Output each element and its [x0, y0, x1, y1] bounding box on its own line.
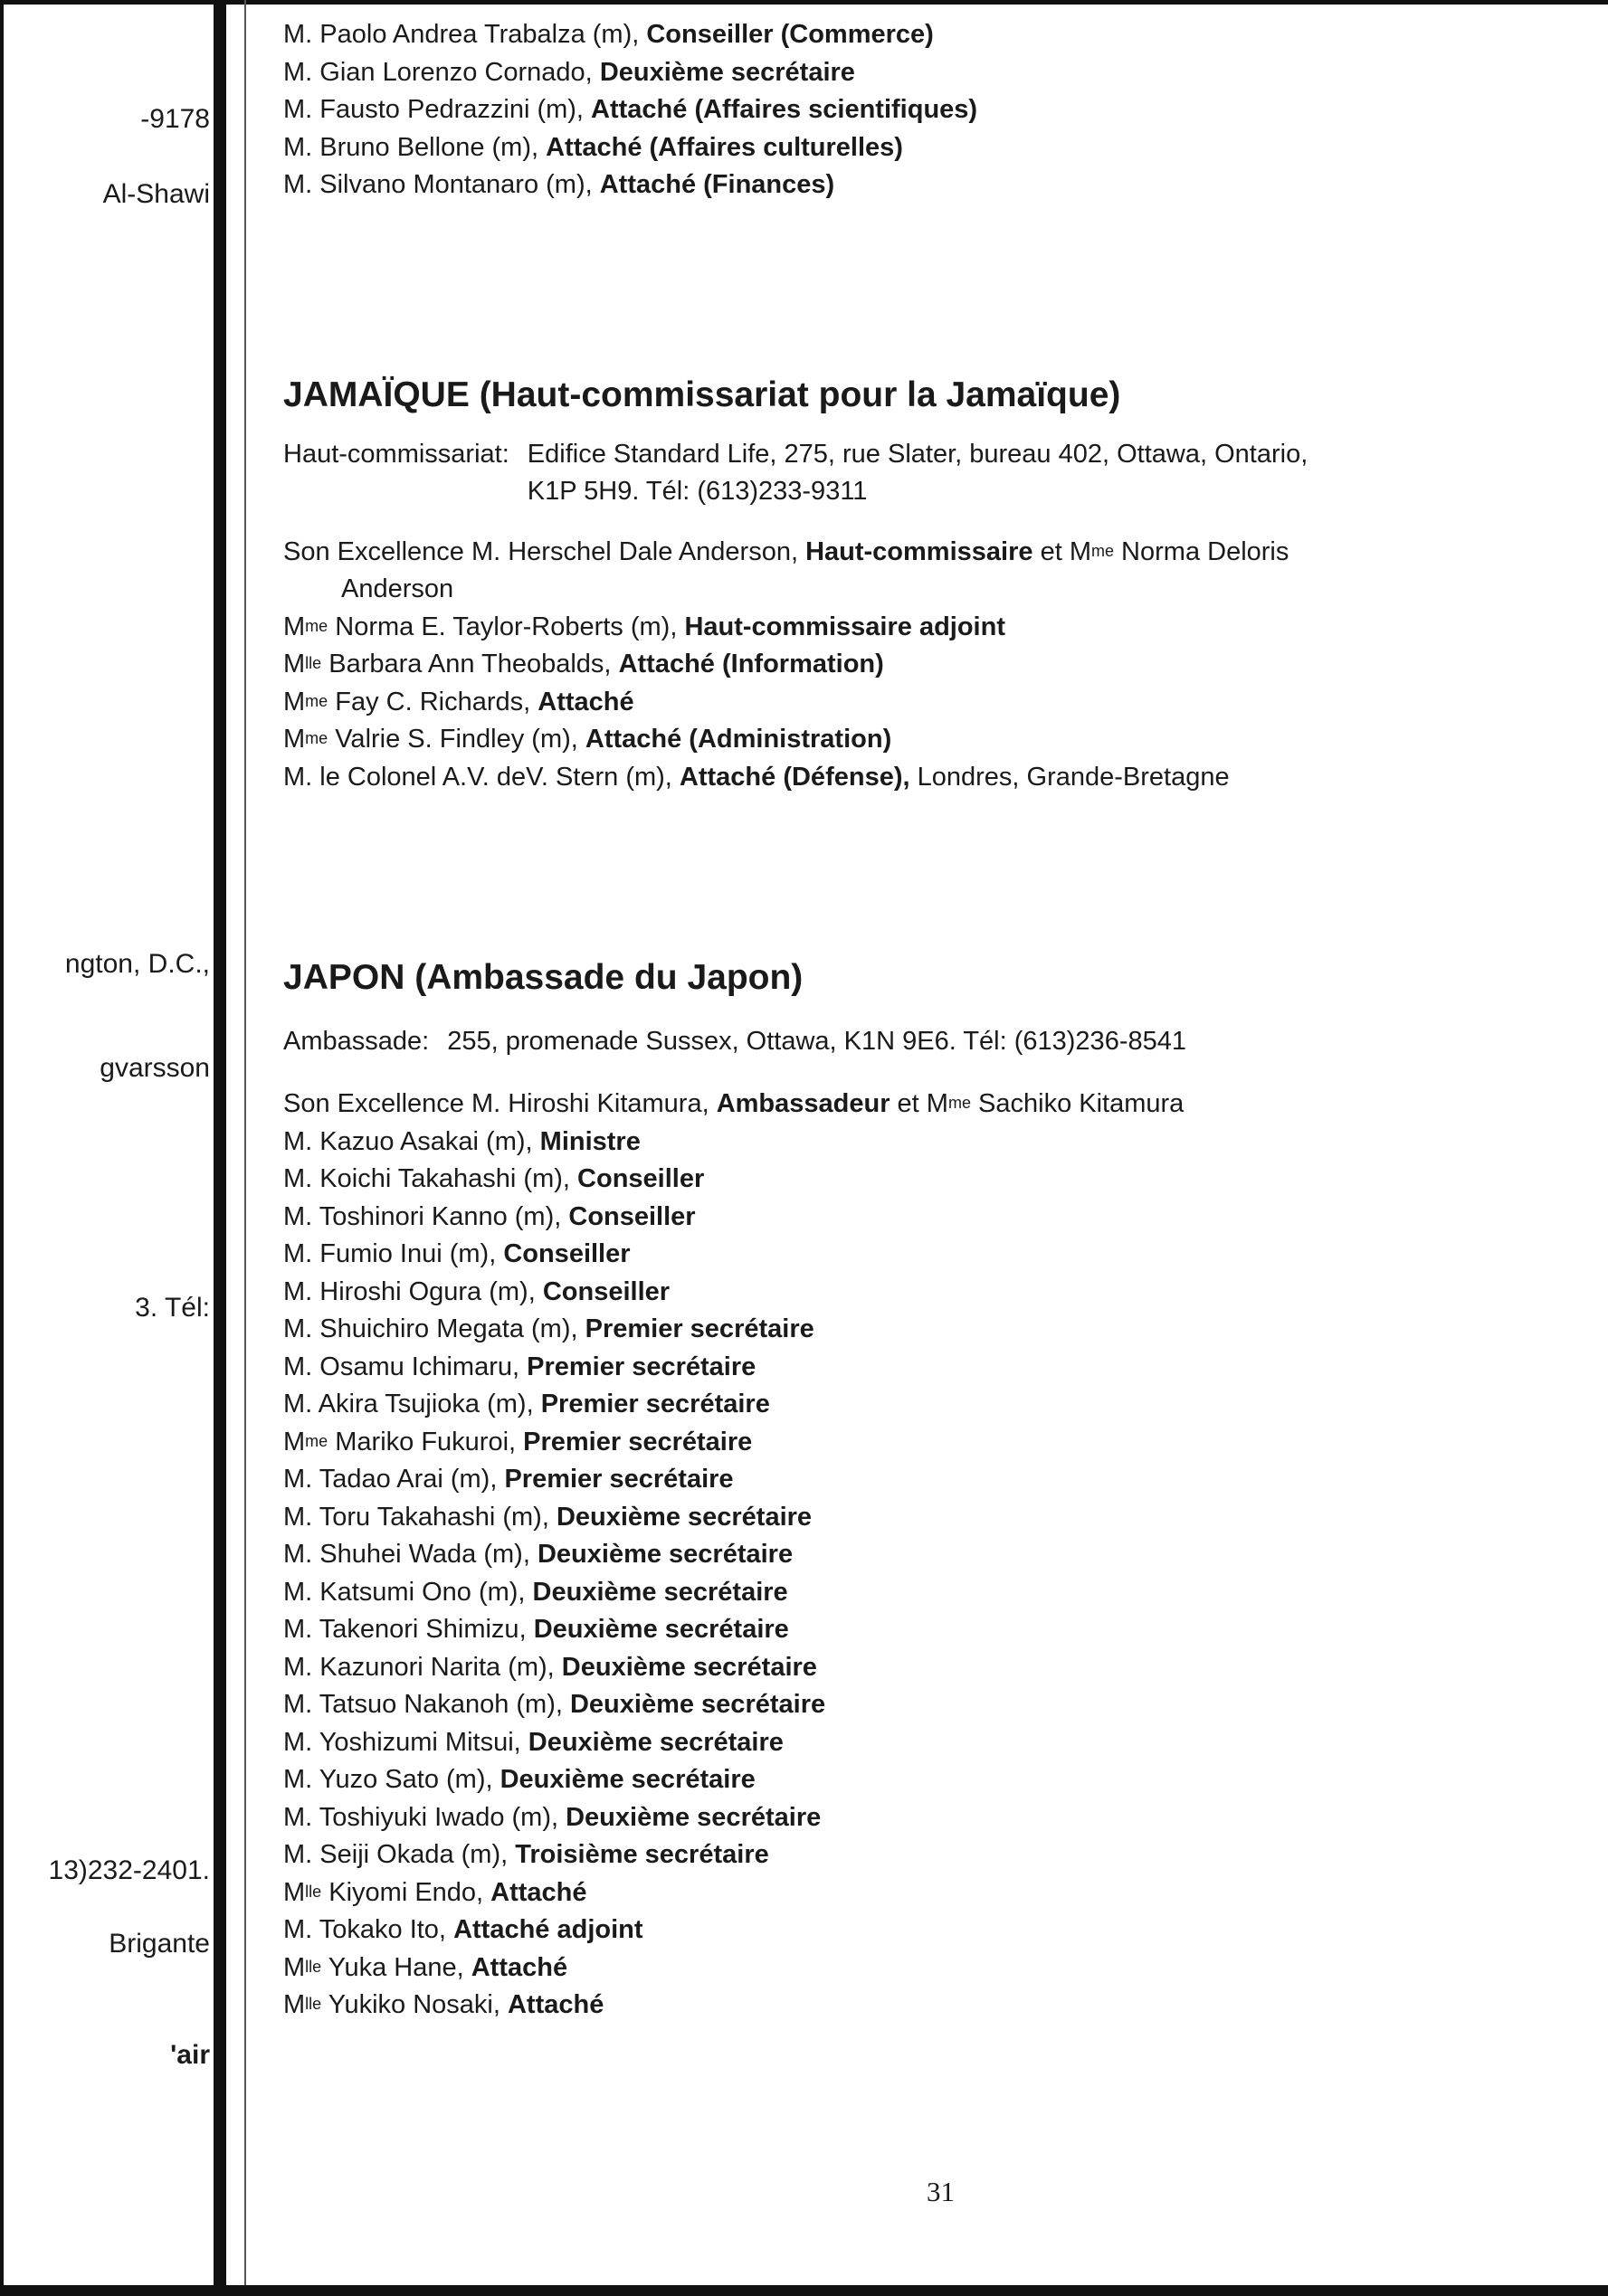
list-item: $M^{me}$ Norma E. Taylor-Roberts (m), Haut-commissaire adjoint: [283, 612, 1005, 641]
left-fragment: 13)232-2401.: [48, 1855, 210, 1885]
list-item: M. Osamu Ichimaru, Premier secrétaire: [283, 1352, 756, 1381]
list-item: M. Tadao Arai (m), Premier secrétaire: [283, 1465, 734, 1494]
address-label: Haut-commissariat:: [283, 439, 509, 469]
bottom-border: [0, 2285, 1608, 2296]
column-divider-thin: [244, 0, 246, 2296]
italy-continued-list: [283, 16, 1595, 204]
list-item: M. Gian Lorenzo Cornado, Deuxième secrétaire: [283, 57, 855, 87]
list-item: $M^{me}$ Mariko Fukuroi, Premier secrétaire: [283, 1427, 753, 1456]
address-block: [283, 436, 1595, 510]
left-fragment: Al-Shawi: [102, 179, 210, 209]
list-item: M. Kazunori Narita (m), Deuxième secrétaire: [283, 1652, 817, 1682]
list-item: $M^{lle}$ Kiyomi Endo, Attaché: [283, 1877, 587, 1907]
country-heading: JAPON (Ambassade du Japon): [283, 958, 804, 997]
jamaica-section: [283, 374, 1595, 797]
address-text: Edifice Standard Life, 275, rue Slater, bureau 402, Ottawa, Ontario, K1P 5H9. Tél: (613)233-9311: [527, 439, 1308, 506]
column-divider: [214, 0, 226, 2296]
left-fragment: ngton, D.C.,: [64, 949, 210, 979]
staff-list: [283, 534, 1595, 797]
list-item: M. Paolo Andrea Trabalza (m), Conseiller (Commerce): [283, 20, 934, 49]
list-item: M. Akira Tsujioka (m), Premier secrétaire: [283, 1390, 770, 1418]
main-column: [283, 16, 1595, 2025]
list-item: M. Toshiyuki Iwado (m), Deuxième secrétaire: [283, 1802, 822, 1832]
list-item: M. Shuichiro Megata (m), Premier secrétaire: [283, 1314, 814, 1343]
list-item: M. Katsumi Ono (m), Deuxième secrétaire: [283, 1577, 788, 1607]
list-item: $M^{me}$ Fay C. Richards, Attaché: [283, 687, 634, 716]
list-item: $M^{me}$ Valrie S. Findley (m), Attaché (Administration): [283, 725, 892, 754]
japan-section: [283, 956, 1595, 2025]
list-item: M. Tokako Ito, Attaché adjoint: [283, 1915, 643, 1944]
top-border: [0, 0, 1608, 5]
list-item: Son Excellence M. Hiroshi Kitamura, Ambassadeur et $M^{me}$ Sachiko Kitamura: [283, 1089, 1185, 1118]
list-item: M. le Colonel A.V. deV. Stern (m), Attaché (Défense), Londres, Grande-Bretagne: [283, 762, 1230, 792]
staff-list: [283, 1086, 1595, 2025]
country-heading: JAMAÏQUE (Haut-commissariat pour la Jamaïque): [283, 375, 1121, 414]
list-item: M. Yoshizumi Mitsui, Deuxième secrétaire: [283, 1727, 784, 1757]
list-item: M. Shuhei Wada (m), Deuxième secrétaire: [283, 1540, 794, 1569]
list-item: M. Bruno Bellone (m), Attaché (Affaires culturelles): [283, 132, 903, 162]
left-fragment: -9178: [140, 104, 210, 134]
list-item: M. Fausto Pedrazzini (m), Attaché (Affaires scientifiques): [283, 95, 978, 124]
left-fragment: 'air: [170, 2040, 210, 2070]
list-item-continuation: Anderson: [341, 574, 454, 603]
list-item: M. Yuzo Sato (m), Deuxième secrétaire: [283, 1765, 756, 1794]
left-fragment: gvarsson: [100, 1053, 210, 1083]
list-item: Son Excellence M. Herschel Dale Anderson, Haut-commissaire et $M^{me}$ Norma Deloris: [283, 536, 1289, 566]
list-item: M. Seiji Okada (m), Troisième secrétaire: [283, 1840, 769, 1869]
list-item: $M^{lle}$ Yuka Hane, Attaché: [283, 1952, 568, 1982]
address-block: [283, 1023, 1595, 1060]
list-item: M. Silvano Montanaro (m), Attaché (Finances): [283, 170, 835, 199]
list-item: $M^{lle}$ Barbara Ann Theobalds, Attaché (Information): [283, 650, 884, 678]
left-fragment: Brigante: [109, 1929, 210, 1959]
address-label: Ambassade:: [283, 1027, 430, 1056]
list-item: M. Koichi Takahashi (m), Conseiller: [283, 1164, 705, 1193]
list-item: M. Hiroshi Ogura (m), Conseiller: [283, 1276, 671, 1306]
list-item: M. Tatsuo Nakanoh (m), Deuxième secrétaire: [283, 1690, 826, 1719]
address-text: 255, promenade Sussex, Ottawa, K1N 9E6. Tél: (613)236-8541: [447, 1027, 1186, 1056]
list-item: M. Kazuo Asakai (m), Ministre: [283, 1126, 641, 1156]
page-number: 31: [927, 2176, 955, 2207]
left-fragment: 3. Tél:: [135, 1293, 210, 1323]
list-item: M. Toshinori Kanno (m), Conseiller: [283, 1201, 696, 1231]
list-item: $M^{lle}$ Yukiko Nosaki, Attaché: [283, 1990, 604, 2019]
list-item: M. Takenori Shimizu, Deuxième secrétaire: [283, 1615, 789, 1644]
list-item: M. Toru Takahashi (m), Deuxième secrétaire: [283, 1502, 813, 1532]
list-item: M. Fumio Inui (m), Conseiller: [283, 1239, 631, 1268]
